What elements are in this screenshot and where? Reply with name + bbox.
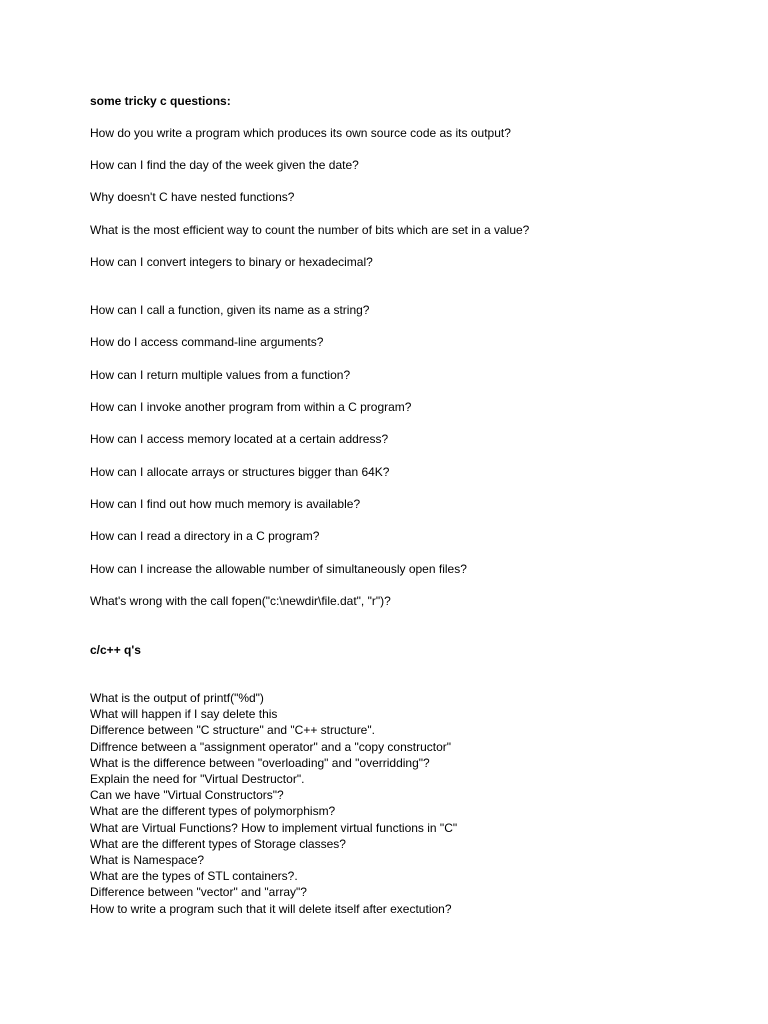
question-item: What's wrong with the call fopen("c:\newdir\file.dat", "r")? <box>90 594 391 608</box>
list-item: Diffrence between a "assignment operator" and a "copy constructor" <box>90 739 452 754</box>
list-item: Explain the need for "Virtual Destructor". <box>90 772 305 787</box>
list-item: What are the different types of Storage classes? <box>90 836 346 851</box>
list-item: What is Namespace? <box>90 853 205 868</box>
list-item: What are Virtual Functions? How to implement virtual functions in "C" <box>90 820 458 835</box>
section-heading-tricky-c: some tricky c questions: <box>90 94 231 108</box>
list-item: Difference between "C structure" and "C++ structure". <box>90 723 375 738</box>
question-item: How do I access command-line arguments? <box>90 335 324 349</box>
question-item: How can I read a directory in a C program? <box>90 529 320 543</box>
list-item: What will happen if I say delete this <box>90 707 278 722</box>
question-item: How can I convert integers to binary or hexadecimal? <box>90 255 373 269</box>
list-item: What is the output of printf("%d") <box>90 691 264 705</box>
list-item: Difference between "vector" and "array"? <box>90 885 307 900</box>
list-item: What are the different types of polymorphism? <box>90 804 336 819</box>
question-item: How can I invoke another program from within a C program? <box>90 400 412 414</box>
question-item: How can I return multiple values from a function? <box>90 368 351 382</box>
document-page <box>90 0 750 1024</box>
question-item: What is the most efficient way to count the number of bits which are set in a value? <box>90 223 530 237</box>
question-item: Why doesn't C have nested functions? <box>90 190 295 204</box>
list-item: How to write a program such that it will delete itself after exectution? <box>90 901 452 916</box>
section-heading-c-cpp: c/c++ q's <box>90 643 141 657</box>
question-item: How can I increase the allowable number of simultaneously open files? <box>90 562 467 576</box>
question-item: How can I call a function, given its name as a string? <box>90 303 370 317</box>
list-item: What are the types of STL containers?. <box>90 869 298 884</box>
list-item: What is the difference between "overloading" and "overridding"? <box>90 755 430 770</box>
question-item: How can I access memory located at a certain address? <box>90 432 389 446</box>
question-item: How can I find the day of the week given the date? <box>90 158 359 172</box>
question-item: How can I allocate arrays or structures bigger than 64K? <box>90 465 390 479</box>
question-item: How do you write a program which produces its own source code as its output? <box>90 126 511 140</box>
list-item: Can we have "Virtual Constructors"? <box>90 788 284 803</box>
cpp-question-list <box>90 690 457 917</box>
question-item: How can I find out how much memory is available? <box>90 497 361 511</box>
